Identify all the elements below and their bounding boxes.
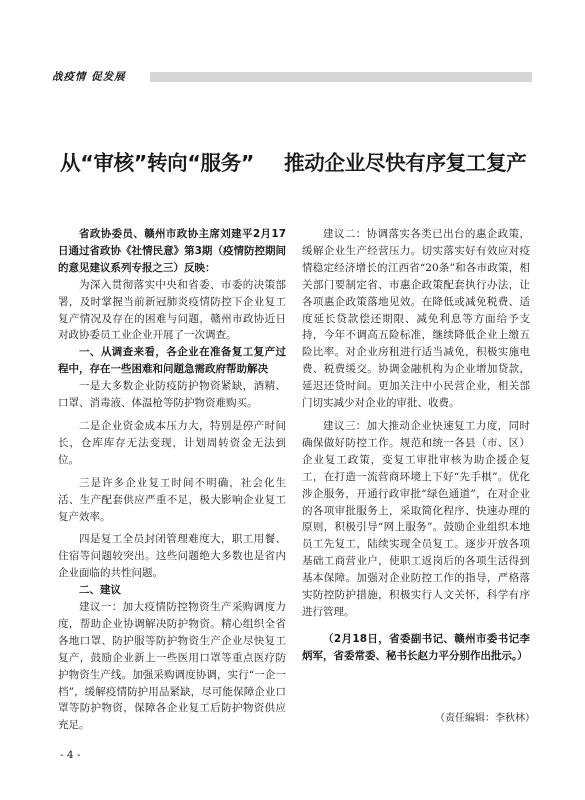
title-part-1: 从“审核”转向“服务” [60, 151, 255, 175]
paragraph: 一是大多数企业防疫防护物资紧缺，酒精、口罩、消毒液、体温枪等防护物资难购买。 [58, 380, 286, 410]
paragraph: 二、建议 [79, 584, 121, 597]
article-title [60, 148, 540, 178]
left-column [58, 226, 286, 734]
paragraph: 建议三：加大推动企业快速复工力度，同时确保做好防控工作。规范和统一各县（市、区）企业复工政策，变复工审批审核为助企援企复工，在打造一流营商环境上下好“先手棋”。优化涉企服务，开通行政审批“绿色通道”，在对企业的各项审批服务上，采取简化程序、快速办理的原则，积极引导“网上服务”。鼓励企业组织本地员工先复工，陆续实现全员复工。逐步开放各项基础工商营业户，使职工返岗后的各项生活得到基本保障。加强对企业防控工作的指导，严格落实防控防护措施，积极实行人文关怀，科学有序进行管理。 [302, 419, 530, 618]
paragraph: 建议一：加大疫情防控物资生产采购调度力度，帮助企业协调解决防护物资。精心组织全省各地口罩、防护服等防护物资生产企业尽快复工复产，鼓励企业新上一些医用口罩等重点医疗防护物资生产线。加强采购调度协调，实行“一企一档”，缓解疫情防护用品紧缺，尽可能保障企业口罩等防护物资，保障各企业复工后防护物资供应充足。 [58, 601, 286, 732]
paragraph: 四是复工全员封闭管理难度大，职工用餐、住宿等问题较突出。这些问题绝大多数也是省内企业面临的共性问题。 [58, 533, 286, 580]
editor-credit: （责任编辑：李秋林） [435, 713, 535, 724]
paragraph: 二是企业资金成本压力大，特别是停产时间长，仓库库存无法变现，计划周转资金无法到位。 [58, 419, 286, 466]
right-column [302, 226, 530, 665]
page-number: - 4 - [60, 749, 81, 761]
paragraph: （2月18日，省委副书记、赣州市委书记李炳军，省委常委、秘书长赵力平分别作出批示。） [302, 632, 530, 662]
title-part-2: 推动企业尽快有序复工复产 [284, 151, 527, 175]
paragraph: 建议二：协调落实各类已出台的惠企政策，缓解企业生产经营压力。切实落实好有效应对疫情稳定经济增长的江西省“20条”和各市政策，相关部门要制定省、市惠企政策配套执行办法，让各项惠企政策落地见效。在降低或减免税费、适度延长贷款偿还期限、减免利息等方面给予支持，今年不调高五险标准，继续降低企业上缴五险比率。对企业房租进行适当减免，积极实施电费、税费缓交。协调金融机构为企业增加贷款，延迟还贷时间。更加关注中小民营企业，相关部门切实减少对企业的审批、收费。 [302, 228, 530, 410]
section-label: 战疫情 促发展 [52, 71, 126, 83]
paragraph: 省政协委员、赣州市政协主席刘建平2月17日通过省政协《社情民意》第3期（疫情防控期间的意见建议系列专报之三）反映： [58, 228, 286, 274]
paragraph: 一、从调查来看，各企业在准备复工复产过程中，存在一些困难和问题急需政府帮助解决 [58, 346, 286, 376]
section-header [52, 70, 532, 84]
paragraph: 三是许多企业复工时间不明确，社会化生活、生产配套供应严重不足，极大影响企业复工复产效率。 [58, 476, 286, 523]
paragraph: 为深入贯彻落实中央和省委、市委的决策部署，及时掌握当前新冠肺炎疫情防控下企业复工复产情况及存在的困难与问题，赣州市政协近日对政协委员工业企业开展了一次调查。 [58, 278, 286, 342]
header-rule [150, 72, 532, 82]
